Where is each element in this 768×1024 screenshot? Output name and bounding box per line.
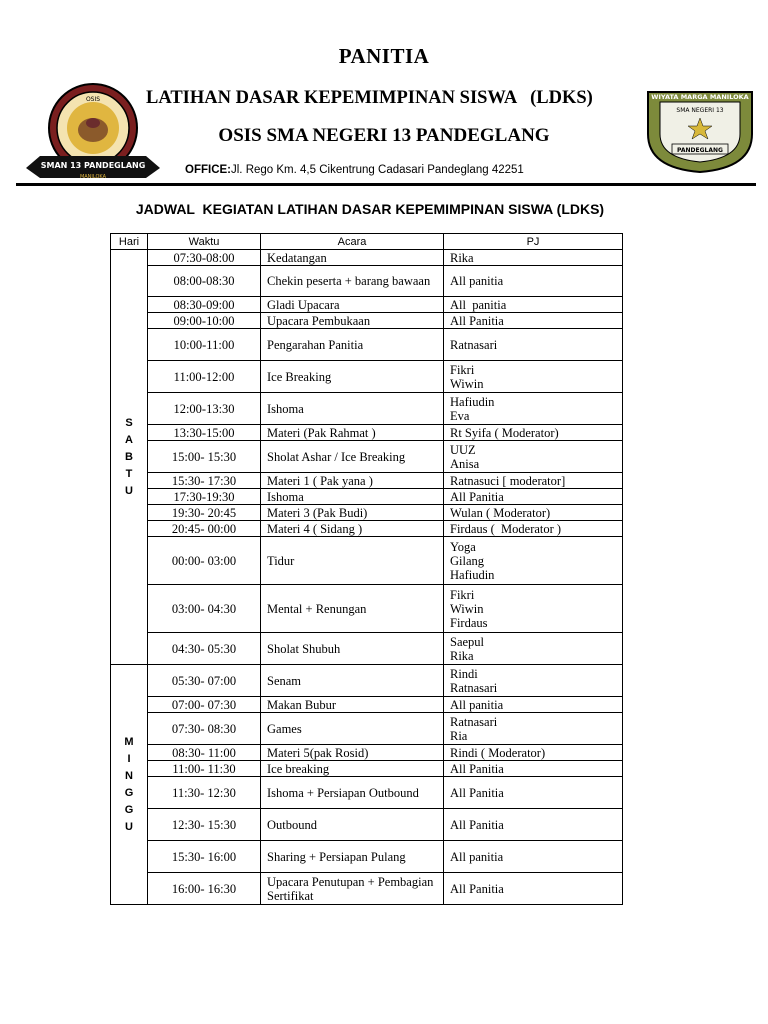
time-cell: 05:30- 07:00 [148, 665, 261, 697]
time-cell: 15:00- 15:30 [148, 441, 261, 473]
pj-name: Ratnasari [450, 337, 498, 352]
day-letter: S [125, 416, 133, 429]
office-address-line [185, 164, 524, 176]
time-cell: 08:30- 11:00 [148, 745, 261, 761]
pj-name: Fikri [450, 362, 475, 377]
pj-name: Wulan ( Moderator) [450, 505, 551, 520]
pj-cell [444, 745, 623, 761]
pj-name: All panitia [450, 274, 504, 288]
time-cell: 20:45- 00:00 [148, 521, 261, 537]
table-row [111, 713, 623, 745]
table-row [111, 537, 623, 585]
day-letter: N [125, 769, 133, 782]
pj-name: Gilang [450, 553, 485, 568]
pj-cell [444, 521, 623, 537]
pj-cell [444, 713, 623, 745]
table-row [111, 266, 623, 297]
table-row [111, 841, 623, 873]
activity-cell: Materi 3 (Pak Budi) [261, 505, 444, 521]
time-cell: 17:30-19:30 [148, 489, 261, 505]
pj-name: Rt Syifa ( Moderator) [450, 425, 559, 440]
table-row [111, 745, 623, 761]
time-cell: 11:00-12:00 [148, 361, 261, 393]
time-cell: 03:00- 04:30 [148, 585, 261, 633]
pj-name: All panitia [450, 297, 507, 312]
table-row [111, 393, 623, 425]
day-letter: B [125, 450, 133, 463]
office-label: OFFICE: [185, 164, 231, 176]
time-cell: 07:30-08:00 [148, 250, 261, 266]
pj-name: Rindi [450, 666, 478, 681]
pj-cell [444, 313, 623, 329]
pj-name: Ratnasari [450, 680, 498, 695]
header-waktu: Waktu [148, 234, 261, 250]
header-school: OSIS SMA NEGERI 13 PANDEGLANG [218, 125, 550, 146]
pj-name: Fikri [450, 587, 475, 602]
time-cell: 16:00- 16:30 [148, 873, 261, 905]
table-row [111, 521, 623, 537]
table-row [111, 505, 623, 521]
time-cell: 11:30- 12:30 [148, 777, 261, 809]
time-cell: 15:30- 17:30 [148, 473, 261, 489]
activity-cell: Ishoma + Persiapan Outbound [261, 777, 444, 809]
pj-name: All panitia [450, 849, 504, 864]
pj-name: Hafiudin [450, 394, 495, 409]
pj-cell [444, 585, 623, 633]
time-cell: 19:30- 20:45 [148, 505, 261, 521]
header-subtitle: LATIHAN DASAR KEPEMIMPINAN SISWA (LDKS) [146, 88, 593, 108]
pj-cell [444, 329, 623, 361]
table-row [111, 809, 623, 841]
pj-name: All Panitia [450, 785, 504, 800]
activity-cell: Ishoma [261, 489, 444, 505]
logo-right-bottom-text: PANDEGLANG [677, 147, 723, 154]
pj-name: Firdaus [450, 615, 488, 630]
activity-cell: Makan Bubur [261, 697, 444, 713]
activity-cell: Mental + Renungan [261, 585, 444, 633]
activity-cell: Materi (Pak Rahmat ) [261, 425, 444, 441]
activity-cell: Upacara Penutupan + Pembagian Sertifikat [261, 873, 444, 905]
header-hari: Hari [111, 234, 148, 250]
activity-cell: Chekin peserta + barang bawaan [261, 266, 444, 297]
table-row [111, 441, 623, 473]
pj-cell [444, 873, 623, 905]
time-cell: 10:00-11:00 [148, 329, 261, 361]
day-letter: U [125, 820, 133, 833]
day-letter: A [125, 433, 133, 446]
pj-cell [444, 809, 623, 841]
table-row [111, 697, 623, 713]
table-row [111, 361, 623, 393]
header-divider [16, 183, 756, 186]
pj-name: All Panitia [450, 817, 504, 832]
pj-name: All Panitia [450, 761, 504, 776]
time-cell: 12:00-13:30 [148, 393, 261, 425]
time-cell: 11:00- 11:30 [148, 761, 261, 777]
day-letter: I [127, 752, 131, 765]
pj-cell [444, 697, 623, 713]
activity-cell: Outbound [261, 809, 444, 841]
pj-cell [444, 266, 623, 297]
header-acara: Acara [261, 234, 444, 250]
time-cell: 08:30-09:00 [148, 297, 261, 313]
activity-cell: Ishoma [261, 393, 444, 425]
pj-cell [444, 761, 623, 777]
time-cell: 08:00-08:30 [148, 266, 261, 297]
pj-name: Firdaus ( Moderator ) [450, 521, 562, 536]
pj-cell [444, 250, 623, 266]
activity-cell: Tidur [261, 537, 444, 585]
pj-name: All Panitia [450, 313, 504, 328]
table-row [111, 297, 623, 313]
table-header-row [111, 234, 623, 250]
pj-name: Yoga [450, 539, 476, 554]
logo-left-top-text: OSIS [85, 96, 101, 103]
activity-cell: Materi 5(pak Rosid) [261, 745, 444, 761]
pj-name: Saepul [450, 634, 485, 649]
pj-name: Ratnasari [450, 714, 498, 729]
time-cell: 15:30- 16:00 [148, 841, 261, 873]
logo-left-bottom-text: MANILOKA [79, 174, 107, 180]
time-cell: 12:30- 15:30 [148, 809, 261, 841]
time-cell: 09:00-10:00 [148, 313, 261, 329]
pj-cell [444, 633, 623, 665]
pj-name: UUZ [450, 442, 476, 457]
day-letter: T [125, 467, 133, 480]
activity-cell: Sharing + Persiapan Pulang [261, 841, 444, 873]
logo-right-inner-text: SMA NEGERI 13 [676, 107, 724, 114]
pj-name: Rika [450, 250, 474, 265]
schedule-body [111, 250, 623, 905]
office-address: Jl. Rego Km. 4,5 Cikentrung Cadasari Pandeglang 42251 [231, 164, 524, 176]
pj-name: All Panitia [450, 881, 504, 896]
schedule-title: JADWAL KEGIATAN LATIHAN DASAR KEPEMIMPINAN SISWA (LDKS) [135, 201, 605, 217]
activity-cell: Sholat Ashar / Ice Breaking [261, 441, 444, 473]
pj-name: Wiwin [450, 376, 484, 391]
day-letter: G [124, 803, 134, 816]
activity-cell: Gladi Upacara [261, 297, 444, 313]
pj-cell [444, 473, 623, 489]
activity-cell: Ice breaking [261, 761, 444, 777]
table-row [111, 761, 623, 777]
day-letter: G [124, 786, 134, 799]
table-row [111, 873, 623, 905]
table-row [111, 425, 623, 441]
table-row [111, 633, 623, 665]
day-cell [111, 665, 148, 905]
table-row [111, 665, 623, 697]
table-row [111, 777, 623, 809]
logo-right-arc-text: WIYATA MARGA MANILOKA [651, 93, 749, 101]
table-row [111, 313, 623, 329]
table-row [111, 250, 623, 266]
schedule-table [110, 233, 623, 905]
pj-name: Rindi ( Moderator) [450, 745, 546, 760]
header-title: PANITIA [338, 44, 430, 68]
activity-cell: Ice Breaking [261, 361, 444, 393]
pj-cell [444, 297, 623, 313]
activity-cell: Pengarahan Panitia [261, 329, 444, 361]
time-cell: 13:30-15:00 [148, 425, 261, 441]
pj-cell [444, 441, 623, 473]
pj-cell [444, 393, 623, 425]
pj-name: Anisa [450, 456, 480, 471]
pj-cell [444, 841, 623, 873]
pj-name: All panitia [450, 697, 504, 712]
activity-cell: Games [261, 713, 444, 745]
header-pj: PJ [444, 234, 623, 250]
pj-cell [444, 537, 623, 585]
pj-name: All Panitia [450, 489, 504, 504]
logo-left-banner-text: SMAN 13 PANDEGLANG [40, 161, 146, 170]
time-cell: 07:00- 07:30 [148, 697, 261, 713]
pj-cell [444, 665, 623, 697]
pj-name: Wiwin [450, 601, 484, 616]
pj-cell [444, 361, 623, 393]
day-cell [111, 250, 148, 665]
activity-cell: Materi 4 ( Sidang ) [261, 521, 444, 537]
day-letter: M [124, 735, 134, 748]
pj-cell [444, 489, 623, 505]
pj-name: Ratnasuci [ moderator] [450, 473, 566, 488]
table-row [111, 489, 623, 505]
day-letter: U [125, 484, 133, 497]
pj-name: Rika [450, 648, 474, 663]
activity-cell: Senam [261, 665, 444, 697]
table-row [111, 329, 623, 361]
time-cell: 00:00- 03:00 [148, 537, 261, 585]
activity-cell: Kedatangan [261, 250, 444, 266]
pj-cell [444, 777, 623, 809]
activity-cell: Sholat Shubuh [261, 633, 444, 665]
table-row [111, 585, 623, 633]
time-cell: 07:30- 08:30 [148, 713, 261, 745]
pj-name: Hafiudin [450, 567, 495, 582]
table-row [111, 473, 623, 489]
pj-name: Eva [450, 408, 470, 423]
pj-name: Ria [450, 728, 468, 743]
time-cell: 04:30- 05:30 [148, 633, 261, 665]
activity-cell: Upacara Pembukaan [261, 313, 444, 329]
activity-cell: Materi 1 ( Pak yana ) [261, 473, 444, 489]
pj-cell [444, 505, 623, 521]
pj-cell [444, 425, 623, 441]
